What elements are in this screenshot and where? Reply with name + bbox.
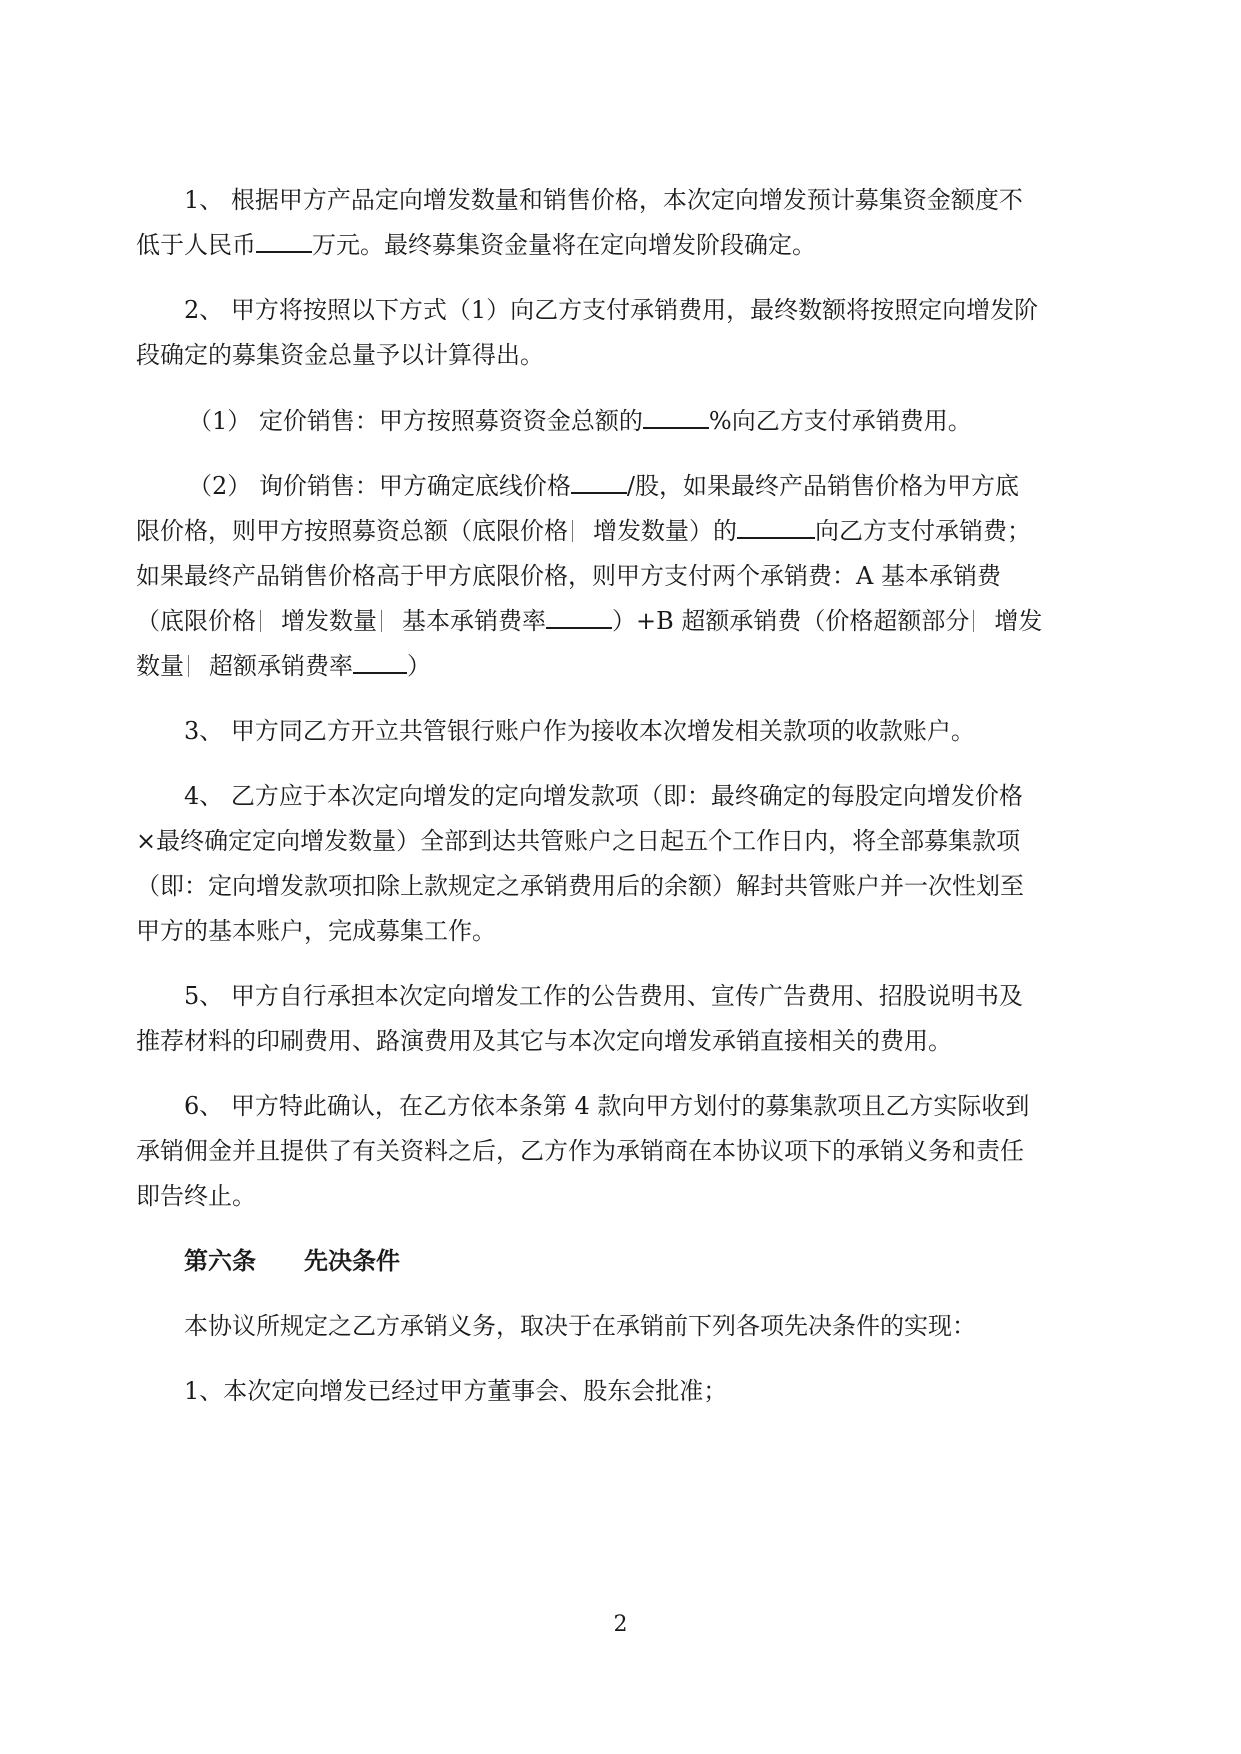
paragraph-5-line-1: 5、 甲方自行承担本次定向增发工作的公告费用、宣传广告费用、招股说明书及 [184,982,1023,1010]
multiply-mark [381,610,398,632]
item-2-line-2 [136,514,1031,548]
text: 数量 [136,652,184,680]
text: ）+B 超额承销费（价格超额部分 [612,607,970,635]
text: 增发数量 [281,607,377,635]
paragraph-6-line-1: 6、 甲方特此确认，在乙方依本条第 4 款向甲方划付的募集款项且乙方实际收到 [184,1092,1030,1120]
article-heading [184,1244,400,1278]
text: 增发 [994,607,1043,635]
paragraph-4-line-2: ×最终确定定向增发数量）全部到达共管账户之日起五个工作日内，将全部募集款项 [136,827,1021,855]
multiply-mark [572,520,589,542]
paragraph-2-line-1: 2、 甲方将按照以下方式（1）向乙方支付承销费用，最终数额将按照定向增发阶 [184,296,1039,324]
blank-percent [643,405,709,429]
blank-base-rate [546,605,612,629]
blank-rate [737,515,815,539]
text: （1） 定价销售：甲方按照募资资金总额的 [188,407,643,435]
page-number: 2 [613,1612,628,1637]
blank-excess-rate [353,650,407,674]
multiply-mark [973,610,990,632]
paragraph-6-line-2: 承销佣金并且提供了有关资料之后，乙方作为承销商在本协议项下的承销义务和责任 [136,1137,1024,1165]
article-title: 先决条件 [304,1246,400,1275]
text: 向乙方支付承销费； [815,517,1031,545]
item-2-line-3: 如果最终产品销售价格高于甲方底限价格，则甲方支付两个承销费：A 基本承销费 [136,562,1001,590]
blank-amount [256,229,312,253]
text: /股，如果最终产品销售价格为甲方底 [626,472,1019,500]
text: 增发数量）的 [593,517,737,545]
item-2-line-5 [136,649,431,683]
text: （2） 询价销售：甲方确定底线价格 [188,472,571,500]
paragraph-6-line-3: 即告终止。 [136,1182,256,1210]
blank-price [571,470,627,494]
text: ） [407,652,431,680]
paragraph-1-line-1: 1、 根据甲方产品定向增发数量和销售价格，本次定向增发预计募集资金额度不 [184,186,1023,214]
paragraph-3: 3、 甲方同乙方开立共管银行账户作为接收本次增发相关款项的收款账户。 [184,717,975,745]
multiply-mark [260,610,277,632]
paragraph-4-line-4: 甲方的基本账户，完成募集工作。 [136,917,496,945]
item-2-line-4 [136,604,1042,638]
item-2-line-1 [188,469,1019,503]
text: （底限价格 [136,607,256,635]
text: 限价格，则甲方按照募资总额（底限价格 [136,517,568,545]
text: 超额承销费率 [209,652,353,680]
text: 基本承销费率 [402,607,546,635]
text: 万元。最终募集资金量将在定向增发阶段确定。 [312,231,816,259]
paragraph-1-line-2 [136,228,816,262]
article-number: 第六条 [184,1246,256,1275]
paragraph-2-line-2: 段确定的募集资金总量予以计算得出。 [136,341,544,369]
paragraph-4-line-1: 4、 乙方应于本次定向增发的定向增发款项（即：最终确定的每股定向增发价格 [184,782,1023,810]
text: %向乙方支付承销费用。 [708,407,972,435]
multiply-mark [188,655,205,677]
article-intro: 本协议所规定之乙方承销义务，取决于在承销前下列各项先决条件的实现： [184,1312,976,1340]
paragraph-4-line-3: （即：定向增发款项扣除上款规定之承销费用后的余额）解封共管账户并一次性划至 [136,872,1024,900]
text: 低于人民币 [136,231,256,259]
paragraph-5-line-2: 推荐材料的印刷费用、路演费用及其它与本次定向增发承销直接相关的费用。 [136,1027,952,1055]
condition-1: 1、本次定向增发已经过甲方董事会、股东会批准； [184,1377,728,1405]
item-1 [188,404,972,438]
